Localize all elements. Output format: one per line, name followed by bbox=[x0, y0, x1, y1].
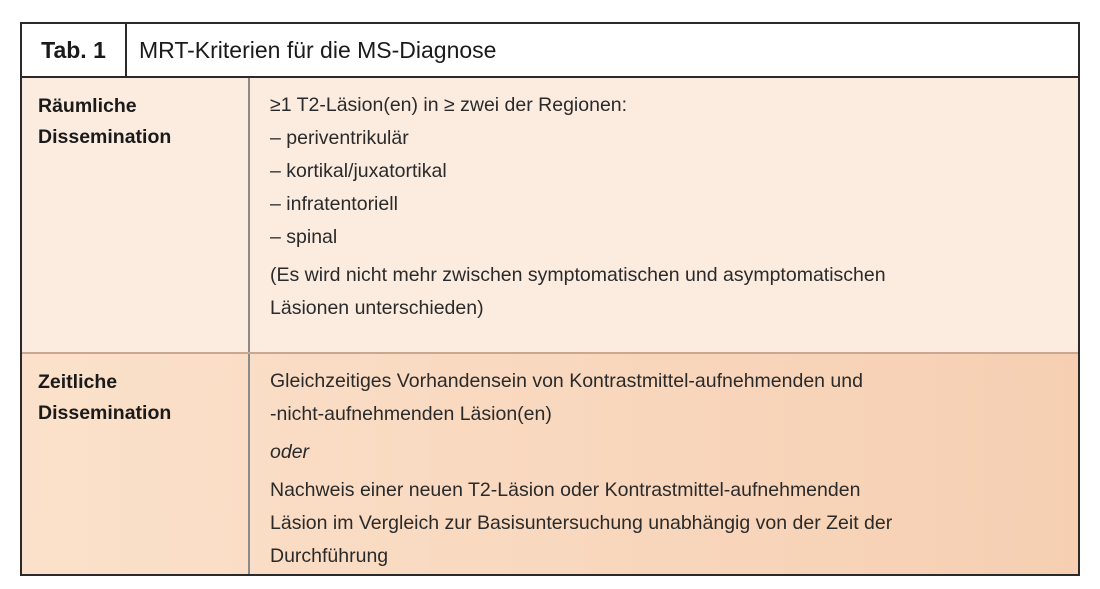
criteria-paragraph: Nachweis einer neuen T2-Läsion oder Kontrastmittel-aufnehmenden bbox=[270, 479, 861, 501]
criteria-intro: ≥1 T2-Läsion(en) in ≥ zwei der Regionen: bbox=[270, 94, 628, 116]
table-row-spatial-dissemination bbox=[22, 78, 1078, 354]
row-label-line: Räumliche bbox=[38, 95, 137, 117]
row-label bbox=[22, 354, 250, 574]
region-list-item: – spinal bbox=[270, 226, 338, 248]
row-label-line: Dissemination bbox=[38, 126, 172, 148]
criteria-table bbox=[20, 22, 1080, 576]
table-number: Tab. 1 bbox=[22, 24, 127, 76]
criteria-note: Läsionen unterschieden) bbox=[270, 297, 484, 319]
row-content bbox=[250, 78, 1078, 352]
criteria-paragraph: Durchführung bbox=[270, 545, 389, 567]
table-title: MRT-Kriterien für die MS-Diagnose bbox=[139, 36, 497, 63]
criteria-paragraph: Gleichzeitiges Vorhandensein von Kontrastmittel-aufnehmenden und bbox=[270, 370, 863, 392]
row-content bbox=[250, 354, 1078, 574]
criteria-or: oder bbox=[270, 441, 310, 463]
table-title-row bbox=[22, 24, 1078, 78]
criteria-note: (Es wird nicht mehr zwischen symptomatischen und asymptomatischen bbox=[270, 264, 886, 286]
criteria-paragraph: Läsion im Vergleich zur Basisuntersuchung unabhängig von der Zeit der bbox=[270, 512, 893, 534]
criteria-paragraph: -nicht-aufnehmenden Läsion(en) bbox=[270, 403, 552, 425]
row-label-line: Dissemination bbox=[38, 402, 172, 424]
row-label bbox=[22, 78, 250, 352]
region-list-item: – periventrikulär bbox=[270, 127, 409, 149]
row-label-line: Zeitliche bbox=[38, 371, 118, 393]
table-row-temporal-dissemination bbox=[22, 354, 1078, 574]
region-list-item: – kortikal/juxatortikal bbox=[270, 160, 447, 182]
region-list-item: – infratentoriell bbox=[270, 193, 398, 215]
